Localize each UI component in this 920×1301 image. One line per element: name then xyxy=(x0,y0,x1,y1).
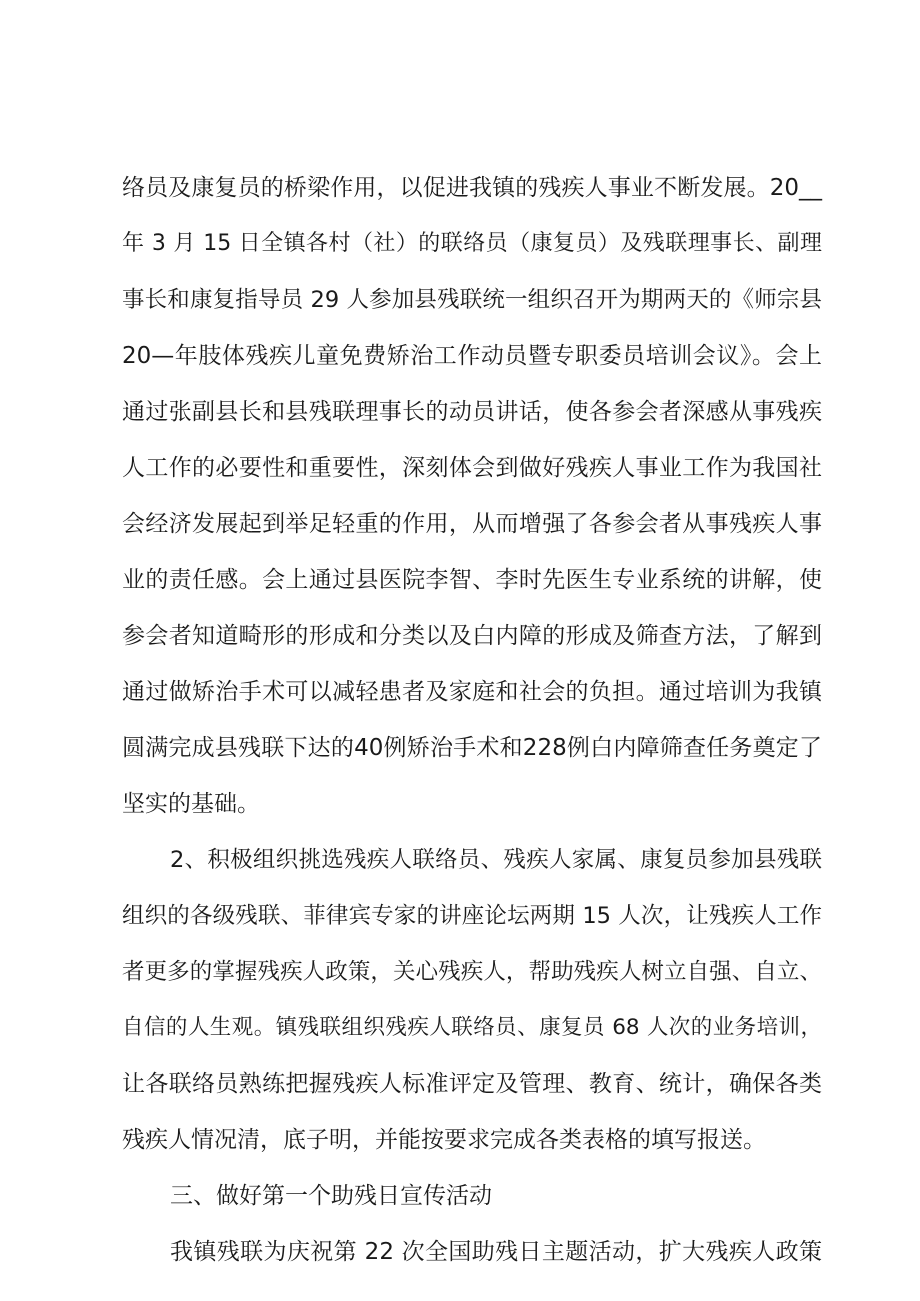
text-line: 通过张副县长和县残联理事长的动员讲话，使各参会者深感从事残疾 xyxy=(122,399,822,425)
text-line: 坚实的基础。 xyxy=(122,791,260,817)
text-line: 我镇残联为庆祝第 22 次全国助残日主题活动，扩大残疾人政策 xyxy=(170,1239,822,1265)
text-line: 让各联络员熟练把握残疾人标准评定及管理、教育、统计，确保各类 xyxy=(122,1071,822,1097)
text-line: 会经济发展起到举足轻重的作用，从而增强了各参会者从事残疾人事 xyxy=(122,511,822,537)
text-line: 残疾人情况清，底子明，并能按要求完成各类表格的填写报送。 xyxy=(122,1127,766,1153)
text-line: 年 3 月 15 日全镇各村（社）的联络员（康复员）及残联理事长、副理 xyxy=(122,231,822,256)
text-line: 组织的各级残联、菲律宾专家的讲座论坛两期 15 人次，让残疾人工作 xyxy=(122,903,822,929)
text-line: 参会者知道畸形的形成和分类以及白内障的形成及筛查方法，了解到 xyxy=(122,623,822,649)
text-line: 20—年肢体残疾儿童免费矫治工作动员暨专职委员培训会议》。会上 xyxy=(122,343,822,369)
text-line: 事长和康复指导员 29 人参加县残联统一组织召开为期两天的《师宗县 xyxy=(122,287,822,313)
text-line: 人工作的必要性和重要性，深刻体会到做好残疾人事业工作为我国社 xyxy=(122,455,822,481)
text-line: 络员及康复员的桥梁作用，以促进我镇的残疾人事业不断发展。20__ xyxy=(122,175,822,201)
text-line: 自信的人生观。镇残联组织残疾人联络员、康复员 68 人次的业务培训， xyxy=(122,1015,822,1040)
text-line: 业的责任感。会上通过县医院李智、李时先医生专业系统的讲解，使 xyxy=(122,567,822,593)
section-heading: 三、做好第一个助残日宣传活动 xyxy=(170,1183,492,1209)
text-line: 2、积极组织挑选残疾人联络员、残疾人家属、康复员参加县残联 xyxy=(170,847,822,873)
text-line: 通过做矫治手术可以减轻患者及家庭和社会的负担。通过培训为我镇 xyxy=(122,679,822,705)
text-line: 圆满完成县残联下达的40例矫治手术和228例白内障筛查任务奠定了 xyxy=(122,735,822,761)
text-line: 者更多的掌握残疾人政策，关心残疾人，帮助残疾人树立自强、自立、 xyxy=(122,959,822,985)
